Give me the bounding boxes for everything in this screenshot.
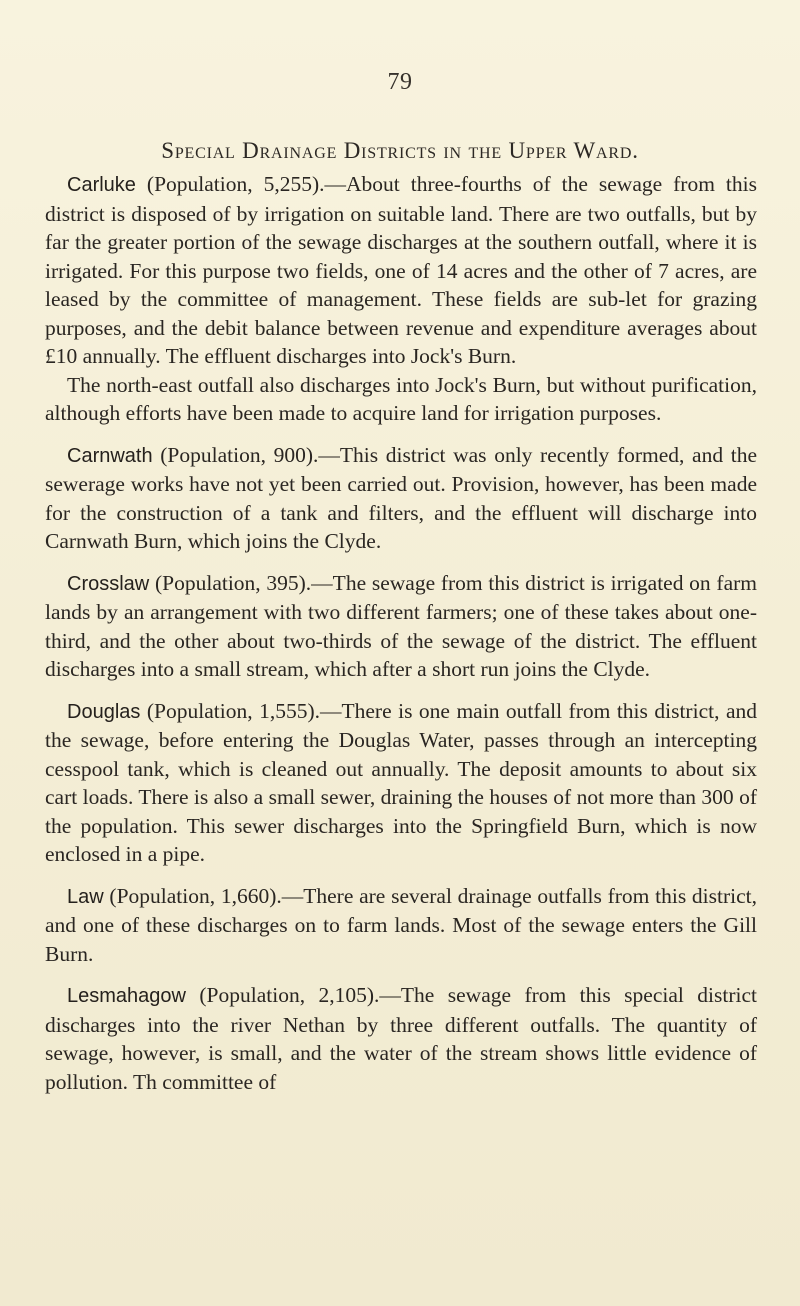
district-section-carluke	[45, 170, 757, 428]
district-name: Carluke	[67, 174, 136, 196]
page-heading: Special Drainage Districts in the Upper Ward.	[161, 138, 639, 163]
district-name: Douglas	[67, 700, 141, 723]
district-section-lesmahagow	[45, 981, 757, 1096]
paragraph	[45, 569, 757, 684]
district-name: Carnwath	[67, 444, 153, 467]
district-section-douglas	[45, 697, 757, 869]
paragraph-text: (Population, 2,105).—The sewage from this special district discharges into the river Nethan by three different outfalls. The quantity of sewage, however, is small, and the water of the stream shows little evidence of pollution. Th committee of	[45, 983, 757, 1094]
district-section-carnwath	[45, 441, 757, 556]
paragraph-text: (Population, 395).—The sewage from this district is irrigated on farm lands by an arrangement with two different farmers; one of these takes about one-third, and the other about two-thirds of the sewage of the district. The effluent discharges into a small stream, which after a short run joins the Clyde.	[45, 570, 757, 681]
district-section-law	[45, 882, 757, 969]
paragraph	[45, 170, 757, 371]
paragraph-text: (Population, 1,660).—There are several drainage outfalls from this district, and one of these discharges on to farm lands. Most of the sewage enters the Gill Burn.	[45, 883, 757, 966]
page-number: 79	[387, 69, 413, 95]
paragraph	[45, 371, 757, 428]
paragraph	[45, 441, 757, 556]
paragraph-text: (Population, 5,255).—About three-fourths of the sewage from this district is disposed of by irrigation on suitable land. There are two outfalls, but by far the greater portion of the sewage discharges at the southern outfall, where it is irrigated. For this purpose two fields, one of 14 acres and the other of 7 acres, are leased by the committee of management. These fields are sub-let for grazing purposes, and the debit balance between revenue and expenditure averages about £10 annually. The effluent discharges into Jock's Burn.	[45, 172, 757, 368]
paragraph-text: (Population, 900).—This district was only recently formed, and the sewerage works have not yet been carried out. Provision, however, has been made for the construction of a tank and filters, and the effluent will discharge into Carnwath Burn, which joins the Clyde.	[45, 442, 757, 553]
district-name: Crosslaw	[67, 572, 150, 595]
paragraph-text: (Population, 1,555).—There is one main outfall from this district, and the sewage, before entering the Douglas Water, passes through an intercepting cesspool tank, which is cleaned out annually. The deposit amounts to about six cart loads. There is also a small sewer, draining the houses of not more than 300 of the population. This sewer discharges into the Springfield Burn, which is now enclosed in a pipe.	[45, 698, 757, 866]
paragraph-text: The north-east outfall also discharges into Jock's Burn, but without purification, although efforts have been made to acquire land for irrigation purposes.	[45, 372, 757, 425]
district-name: Law	[67, 885, 104, 908]
district-section-crosslaw	[45, 569, 757, 684]
body-text	[45, 170, 757, 1096]
paragraph	[45, 981, 757, 1096]
paragraph	[45, 882, 757, 969]
district-name: Lesmahagow	[67, 985, 186, 1007]
paragraph	[45, 697, 757, 869]
